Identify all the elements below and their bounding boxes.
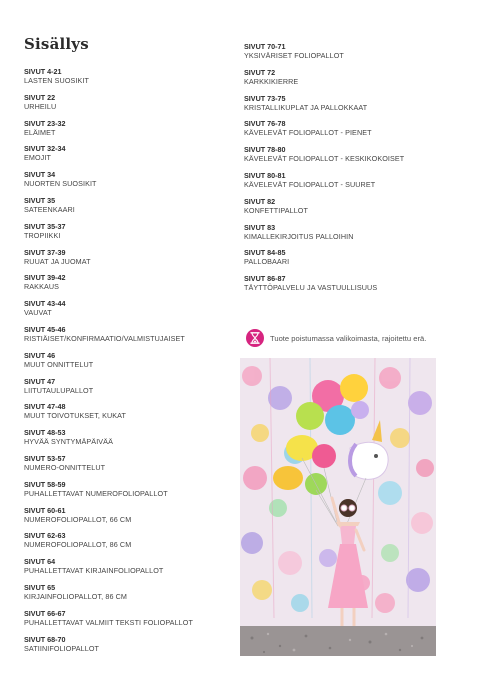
toc-entry-pages: SIVUT 53-57 bbox=[24, 453, 66, 463]
toc-entry bbox=[24, 506, 229, 532]
toc-entry-label: PUHALLETTAVAT NUMEROFOLIOPALLOT bbox=[24, 488, 168, 498]
toc-entry-pages: SIVUT 78-80 bbox=[244, 145, 286, 155]
toc-entry-label: PALLOBAARI bbox=[244, 257, 290, 267]
toc-entry-label: NUMERO-ONNITTELUT bbox=[24, 462, 106, 472]
toc-entry-label: LIITUTAULUPALLOT bbox=[24, 385, 94, 395]
toc-entry-label: KONFETTIPALLOT bbox=[244, 205, 308, 215]
toc-entry bbox=[24, 248, 229, 274]
toc-entry-label: RAKKAUS bbox=[24, 282, 60, 292]
toc-entry bbox=[244, 68, 449, 94]
toc-entry-pages: SIVUT 46 bbox=[24, 350, 56, 360]
toc-entry-pages: SIVUT 45-46 bbox=[24, 324, 66, 334]
toc-entry bbox=[244, 197, 449, 223]
toc-entry bbox=[24, 222, 229, 248]
toc-right-column bbox=[244, 42, 449, 300]
toc-entry-label: URHEILU bbox=[24, 101, 57, 111]
toc-entry-pages: SIVUT 72 bbox=[244, 67, 276, 77]
toc-entry bbox=[24, 583, 229, 609]
toc-entry bbox=[24, 119, 229, 145]
toc-entry-pages: SIVUT 82 bbox=[244, 196, 276, 206]
toc-entry-label: NUMEROFOLIOPALLOT, 86 CM bbox=[24, 540, 132, 550]
toc-entry-pages: SIVUT 47 bbox=[24, 376, 56, 386]
toc-entry-label: NUORTEN SUOSIKIT bbox=[24, 179, 97, 189]
toc-entry-label: KRISTALLIKUPLAT JA PALLOKKAAT bbox=[244, 102, 368, 112]
toc-entry-pages: SIVUT 35 bbox=[24, 195, 56, 205]
toc-entry bbox=[24, 93, 229, 119]
hourglass-icon bbox=[246, 329, 264, 347]
toc-entry-pages: SIVUT 47-48 bbox=[24, 402, 66, 412]
toc-entry bbox=[244, 119, 449, 145]
toc-entry-label: RUUAT JA JUOMAT bbox=[24, 256, 91, 266]
toc-entry bbox=[24, 144, 229, 170]
toc-entry-pages: SIVUT 39-42 bbox=[24, 273, 66, 283]
toc-entry-label: RISTIÄISET/KONFIRMAATIO/VALMISTUJAISET bbox=[24, 333, 185, 343]
toc-entry bbox=[244, 248, 449, 274]
toc-entry bbox=[24, 67, 229, 93]
balloon-photo bbox=[240, 358, 436, 656]
toc-entry bbox=[244, 94, 449, 120]
toc-entry-label: KÄVELEVÄT FOLIOPALLOT - SUURET bbox=[244, 179, 376, 189]
toc-entry bbox=[24, 299, 229, 325]
toc-entry-label: SATEENKAARI bbox=[24, 204, 75, 214]
toc-entry-pages: SIVUT 43-44 bbox=[24, 299, 66, 309]
toc-entry-pages: SIVUT 64 bbox=[24, 557, 56, 567]
toc-entry bbox=[24, 170, 229, 196]
toc-entry bbox=[24, 273, 229, 299]
toc-entry-pages: SIVUT 65 bbox=[24, 582, 56, 592]
toc-entry bbox=[24, 325, 229, 351]
toc-entry bbox=[244, 145, 449, 171]
page-title: Sisällys bbox=[24, 35, 89, 53]
toc-entry-pages: SIVUT 22 bbox=[24, 92, 56, 102]
toc-entry-pages: SIVUT 62-63 bbox=[24, 531, 66, 541]
toc-entry bbox=[24, 557, 229, 583]
toc-entry bbox=[24, 351, 229, 377]
toc-entry-label: MUUT ONNITTELUT bbox=[24, 359, 94, 369]
toc-entry bbox=[24, 609, 229, 635]
toc-entry-label: KARKKIKIERRE bbox=[244, 76, 299, 86]
toc-entry-label: KÄVELEVÄT FOLIOPALLOT - PIENET bbox=[244, 128, 372, 138]
toc-entry-pages: SIVUT 73-75 bbox=[244, 93, 286, 103]
toc-entry bbox=[24, 454, 229, 480]
toc-entry bbox=[244, 223, 449, 249]
toc-entry bbox=[24, 196, 229, 222]
toc-entry-label: TÄYTTÖPALVELU JA VASTUULLISUUS bbox=[244, 283, 378, 293]
toc-entry-label: HYVÄÄ SYNTYMÄPÄIVÄÄ bbox=[24, 437, 113, 447]
toc-entry-pages: SIVUT 70-71 bbox=[244, 42, 286, 51]
toc-entry-label: SATIINIFOLIOPALLOT bbox=[24, 643, 100, 653]
toc-entry-pages: SIVUT 23-32 bbox=[24, 118, 66, 128]
toc-entry-label: EMOJIT bbox=[24, 153, 51, 163]
toc-entry-pages: SIVUT 4-21 bbox=[24, 67, 62, 76]
toc-entry-pages: SIVUT 86-87 bbox=[244, 274, 286, 284]
toc-entry-label: YKSIVÄRISET FOLIOPALLOT bbox=[244, 51, 344, 60]
toc-entry bbox=[24, 402, 229, 428]
toc-left-column bbox=[24, 67, 229, 660]
toc-entry bbox=[24, 635, 229, 661]
toc-entry bbox=[244, 42, 449, 68]
toc-entry bbox=[24, 531, 229, 557]
toc-entry-label: KÄVELEVÄT FOLIOPALLOT - KESKIKOKOISET bbox=[244, 154, 405, 164]
toc-entry-pages: SIVUT 80-81 bbox=[244, 170, 286, 180]
toc-entry-label: TROPIIKKI bbox=[24, 230, 61, 240]
toc-entry-label: VAUVAT bbox=[24, 308, 52, 318]
toc-entry bbox=[24, 480, 229, 506]
toc-entry-label: PUHALLETTAVAT VALMIIT TEKSTI FOLIOPALLOT bbox=[24, 617, 193, 627]
toc-entry-pages: SIVUT 60-61 bbox=[24, 505, 66, 515]
notice-text: Tuote poistumassa valikoimasta, rajoitettu erä. bbox=[270, 333, 427, 343]
toc-entry-pages: SIVUT 37-39 bbox=[24, 247, 66, 257]
toc-entry-pages: SIVUT 35-37 bbox=[24, 221, 66, 231]
toc-entry-label: LASTEN SUOSIKIT bbox=[24, 76, 90, 85]
toc-entry-pages: SIVUT 84-85 bbox=[244, 248, 286, 258]
toc-entry-label: MUUT TOIVOTUKSET, KUKAT bbox=[24, 411, 127, 421]
toc-entry-pages: SIVUT 34 bbox=[24, 170, 56, 180]
toc-entry-pages: SIVUT 58-59 bbox=[24, 479, 66, 489]
toc-entry bbox=[244, 171, 449, 197]
toc-entry-label: PUHALLETTAVAT KIRJAINFOLIOPALLOT bbox=[24, 566, 164, 576]
toc-entry bbox=[244, 274, 449, 300]
toc-entry-pages: SIVUT 68-70 bbox=[24, 634, 66, 644]
discontinued-notice bbox=[246, 329, 426, 347]
toc-entry-pages: SIVUT 83 bbox=[244, 222, 276, 232]
toc-entry bbox=[24, 428, 229, 454]
toc-entry bbox=[24, 377, 229, 403]
toc-entry-pages: SIVUT 48-53 bbox=[24, 428, 66, 438]
toc-entry-label: ELÄIMET bbox=[24, 127, 56, 137]
toc-entry-pages: SIVUT 32-34 bbox=[24, 144, 66, 154]
toc-entry-label: NUMEROFOLIOPALLOT, 66 CM bbox=[24, 514, 132, 524]
toc-entry-label: KIMALLEKIRJOITUS PALLOIHIN bbox=[244, 231, 354, 241]
toc-entry-label: KIRJAINFOLIOPALLOT, 86 CM bbox=[24, 591, 128, 601]
toc-entry-pages: SIVUT 66-67 bbox=[24, 608, 66, 618]
toc-entry-pages: SIVUT 76-78 bbox=[244, 119, 286, 129]
